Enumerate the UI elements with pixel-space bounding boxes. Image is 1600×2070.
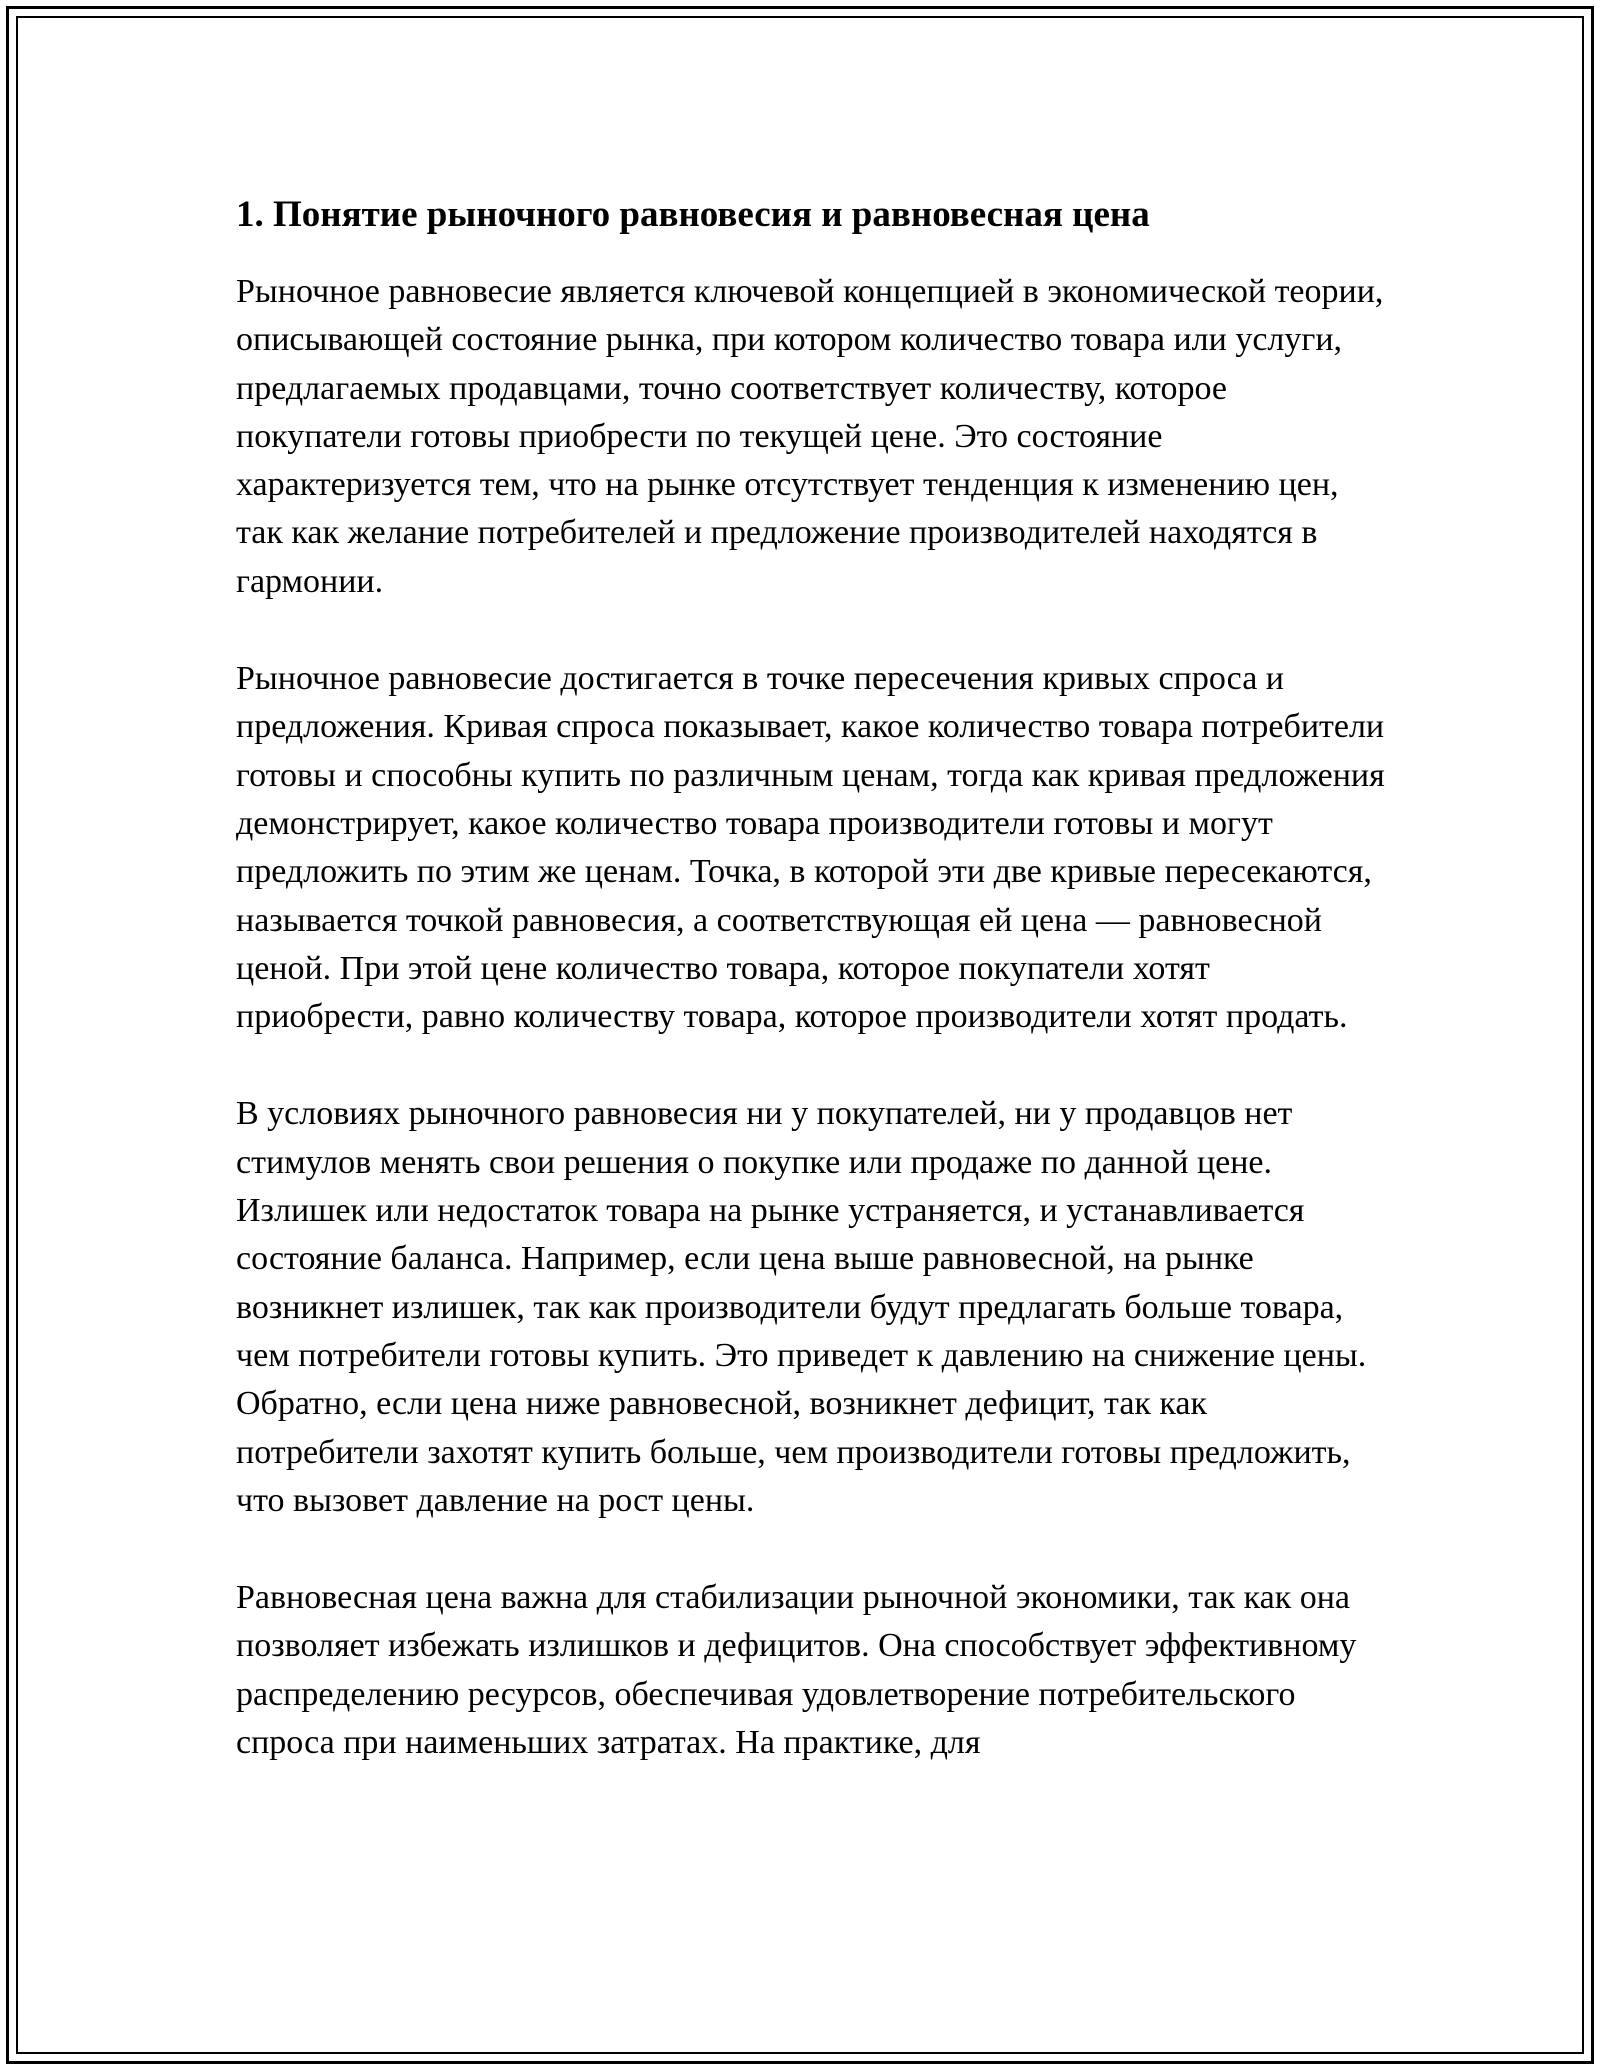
section-heading: 1. Понятие рыночного равновесия и равновесная цена	[236, 194, 1150, 235]
document-body	[236, 186, 1386, 1767]
paragraph-3: В условиях рыночного равновесия ни у покупателей, ни у продавцов нет стимулов менять свои решения о покупке или продаже по данной цене. Излишек или недостаток товара на рынке устраняется, и устанавливается состояние баланса. Например, если цена выше равновесной, на рынке возникнет излишек, так как производители будут предлагать больше товара, чем потребители готовы купить. Это приведет к давлению на снижение цены. Обратно, если цена ниже равновесной, возникнет дефицит, так как потребители захотят купить больше, чем производители готовы предложить, что вызовет давление на рост цены.	[236, 1095, 1367, 1519]
paragraph-2: Рыночное равновесие достигается в точке пересечения кривых спроса и предложения. Кривая спроса показывает, какое количество товара потребители готовы и способны купить по различным ценам, тогда как кривая предложения демонстрирует, какое количество товара производители готовы и могут предложить по этим же ценам. Точка, в которой эти две кривые пересекаются, называется точкой равновесия, а соответствующая ей цена — равновесной ценой. При этой цене количество товара, которое покупатели хотят приобрести, равно количеству товара, которое производители хотят продать.	[236, 660, 1385, 1036]
paragraph-4: Равновесная цена важна для стабилизации рыночной экономики, так как она позволяет избежать излишков и дефицитов. Она способствует эффективному распределению ресурсов, обеспечивая удовлетворение потребительского спроса при наименьших затратах. На практике, для	[236, 1579, 1357, 1762]
paragraph-1: Рыночное равновесие является ключевой концепцией в экономической теории, описывающей состояние рынка, при котором количество товара или услуги, предлагаемых продавцами, точно соответствует количеству, которое покупатели готовы приобрести по текущей цене. Это состояние характеризуется тем, что на рынке отсутствует тенденция к изменению цен, так как желание потребителей и предложение производителей находятся в гармонии.	[236, 273, 1384, 600]
